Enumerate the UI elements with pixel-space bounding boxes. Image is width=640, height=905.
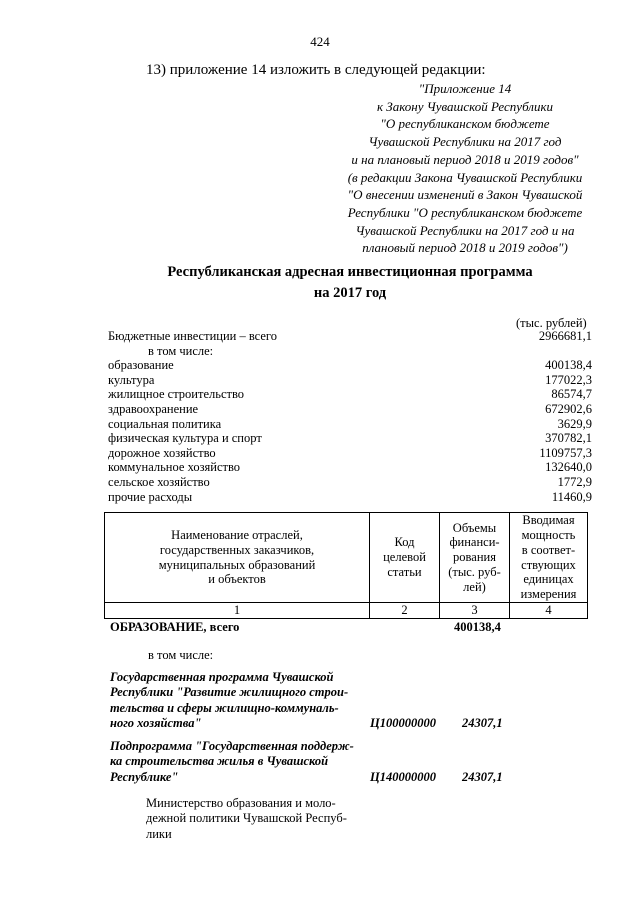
column-number: 2 <box>370 603 440 619</box>
header-line: целевой <box>383 550 426 565</box>
budget-item-value: 400138,4 <box>545 358 592 373</box>
budget-item-value: 3629,9 <box>557 416 592 431</box>
header-line: мощность <box>521 527 576 542</box>
budget-item-row <box>108 417 592 432</box>
budget-item-value: 177022,3 <box>545 372 592 387</box>
subprogram-value: 24307,1 <box>462 770 503 784</box>
budget-item-row <box>108 387 592 402</box>
subprogram-line: Республике" <box>110 769 179 784</box>
budget-item-label: коммунальное хозяйство <box>108 460 241 475</box>
appendix-line: к Закону Чувашской Республики <box>376 98 554 114</box>
budget-item-value: 370782,1 <box>545 431 592 446</box>
table-header-row <box>105 513 588 603</box>
education-total-label: ОБРАЗОВАНИЕ, всего <box>110 620 240 634</box>
budget-item-label: физическая культура и спорт <box>108 431 262 446</box>
appendix-line: "Приложение 14 <box>418 81 512 96</box>
budget-item-row <box>108 460 592 475</box>
budget-item-label: здравоохранение <box>108 401 199 416</box>
budget-item-label: образование <box>108 358 174 373</box>
appendix-line: "О внесении изменений в Закон Чувашской <box>347 187 583 203</box>
education-total-row <box>110 620 501 635</box>
budget-item-label: жилищное строительство <box>108 387 245 402</box>
program-line: ного хозяйства" <box>110 715 202 730</box>
program-value: 24307,1 <box>462 716 503 730</box>
column-number-row <box>105 603 588 619</box>
ministry-line: лики <box>146 826 172 841</box>
title-line: Республиканская адресная инвестиционная программа <box>167 264 533 280</box>
budget-including-row <box>108 344 592 359</box>
program-line: Республики "Развитие жилищного строи- <box>110 685 349 700</box>
budget-item-label: дорожное хозяйство <box>108 445 216 460</box>
budget-item-label: сельское хозяйство <box>108 474 210 489</box>
budget-item-row <box>108 475 592 490</box>
ministry-line: Министерство образования и моло- <box>146 796 336 810</box>
header-line: и объектов <box>208 572 266 587</box>
header-line: (тыс. руб- <box>448 564 501 579</box>
appendix-line: плановый период 2018 и 2019 годов") <box>362 240 568 256</box>
units-note: (тыс. рублей) <box>516 316 587 330</box>
header-line: Объемы <box>452 520 497 535</box>
ministry-line: дежной политики Чувашской Респуб- <box>146 811 347 826</box>
page-number: 424 <box>310 34 330 49</box>
header-line: Код <box>394 535 415 550</box>
budget-item-row <box>108 402 592 417</box>
budget-item-label: социальная политика <box>108 416 222 431</box>
header-cell-code <box>370 513 440 603</box>
appendix-line: "О республиканском бюджете <box>380 116 550 132</box>
subprogram-line: ка строительства жилья в Чувашской <box>110 754 329 769</box>
state-program-name <box>110 670 364 731</box>
budget-item-label: культура <box>108 372 155 387</box>
appendix-line: и на плановый период 2018 и 2019 годов" <box>351 151 579 167</box>
appendix-line: Чувашской Республики на 2017 год <box>368 134 562 150</box>
ministry-name <box>146 796 365 842</box>
header-line: муниципальных образований <box>158 557 316 572</box>
budget-item-value: 1109757,3 <box>539 445 592 460</box>
budget-item-value: 672902,6 <box>545 401 592 416</box>
education-total-value: 400138,4 <box>454 620 501 634</box>
budget-summary <box>108 329 592 504</box>
appendix-line: Республики "О республиканском бюджете <box>347 204 583 220</box>
budget-including-label: в том числе: <box>148 343 214 358</box>
column-number: 1 <box>105 603 370 619</box>
header-line: ствующих <box>521 557 576 572</box>
budget-item-row <box>108 431 592 446</box>
appendix-line: Чувашской Республики на 2017 год и на <box>355 222 575 238</box>
budget-item-row <box>108 358 592 373</box>
budget-item-row <box>108 373 592 388</box>
program-line: тельства и сферы жилищно-коммуналь- <box>110 700 339 715</box>
subprogram-line: Подпрограмма "Государственная поддерж- <box>110 739 354 753</box>
budget-item-value: 86574,7 <box>551 387 592 402</box>
column-number: 4 <box>510 603 588 619</box>
header-line: финанси- <box>449 535 500 550</box>
header-line: статьи <box>387 564 422 579</box>
subprogram-name <box>110 739 364 785</box>
header-line: в соответ- <box>521 542 576 557</box>
program-line: Государственная программа Чувашской <box>110 670 334 684</box>
budget-item-label: прочие расходы <box>108 489 193 504</box>
header-line: лей) <box>463 579 486 594</box>
program-table <box>104 512 588 619</box>
including-label: в том числе: <box>148 648 214 662</box>
header-line: рования <box>453 550 496 565</box>
budget-item-row <box>108 490 592 505</box>
column-number: 3 <box>440 603 510 619</box>
budget-total-label: Бюджетные инвестиции – всего <box>108 329 277 343</box>
title-line: на 2017 год <box>313 285 387 301</box>
header-cell-name <box>105 513 370 603</box>
header-cell-capacity <box>510 513 588 603</box>
header-line: государственных заказчиков, <box>159 542 315 557</box>
header-cell-volume <box>440 513 510 603</box>
header-line: измерения <box>520 587 577 602</box>
budget-item-value: 11460,9 <box>551 489 592 504</box>
header-line: Наименование отраслей, <box>171 527 303 542</box>
amendment-intro: 13) приложение 14 изложить в следующей редакции: <box>146 62 486 78</box>
program-code: Ц100000000 <box>370 716 436 730</box>
budget-item-value: 132640,0 <box>545 460 592 475</box>
header-line: единицах <box>523 572 574 587</box>
appendix-line: (в редакции Закона Чувашской Республики <box>347 169 583 185</box>
document-title <box>0 262 640 304</box>
subprogram-code: Ц140000000 <box>370 770 436 784</box>
header-line: Вводимая <box>522 513 575 528</box>
budget-item-value: 1772,9 <box>557 474 592 489</box>
budget-item-row <box>108 446 592 461</box>
budget-total-value: 2966681,1 <box>538 329 592 343</box>
budget-total-row <box>108 329 592 344</box>
appendix-header <box>325 80 605 257</box>
